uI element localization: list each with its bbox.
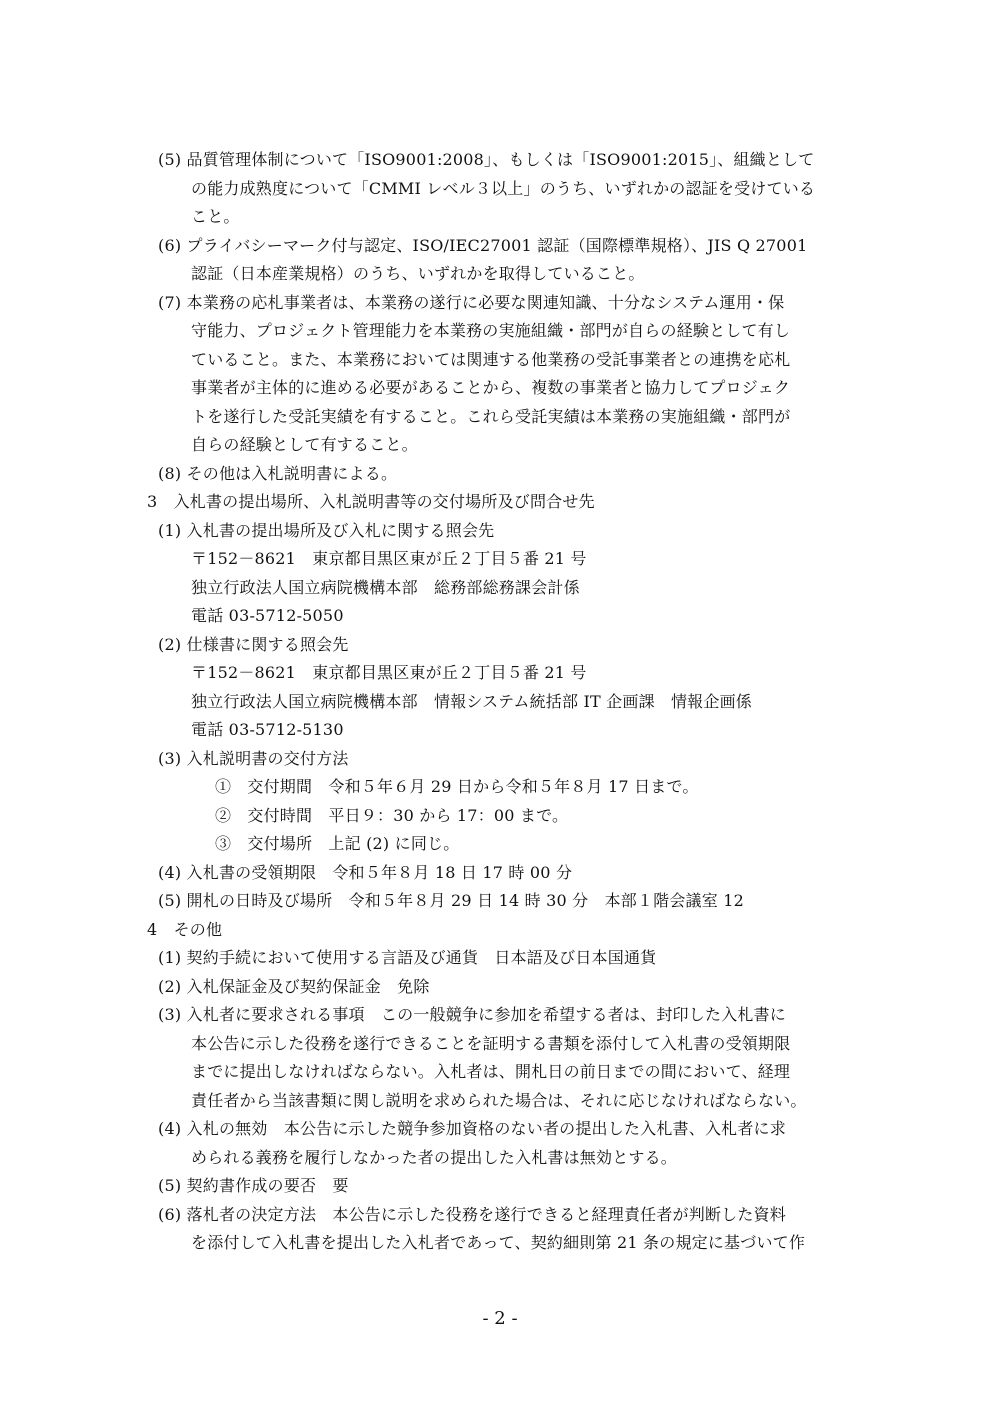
text-line: (4) 入札書の受領期限 令和５年８月 18 日 17 時 00 分 (158, 863, 573, 882)
text-line: の能力成熟度について「CMMI レベル３以上」のうち、いずれかの認証を受けている (191, 179, 816, 198)
text-line: (5) 契約書作成の要否 要 (158, 1176, 349, 1195)
text-line: (6) プライバシーマーク付与認定、ISO/IEC27001 認証（国際標準規格）、JIS Q 27001 (158, 236, 808, 255)
text-line: 事業者が主体的に進める必要があることから、複数の事業者と協力してプロジェク (191, 378, 791, 397)
text-line: (7) 本業務の応札事業者は、本業務の遂行に必要な関連知識、十分なシステム運用・保 (158, 293, 785, 312)
text-line: (6) 落札者の決定方法 本公告に示した役務を遂行できると経理責任者が判断した資料 (158, 1205, 786, 1224)
text-line: ② 交付時間 平日９：30 から 17：00 まで。 (215, 806, 569, 825)
text-line: (1) 入札書の提出場所及び入札に関する照会先 (158, 521, 495, 540)
text-line: ③ 交付場所 上記 (2) に同じ。 (215, 834, 460, 853)
text-line: (5) 開札の日時及び場所 令和５年８月 29 日 14 時 30 分 本部１階会議室 12 (158, 891, 744, 910)
text-line: (4) 入札の無効 本公告に示した競争参加資格のない者の提出した入札書、入札者に求 (158, 1119, 786, 1138)
text-line: められる義務を履行しなかった者の提出した入札書は無効とする。 (191, 1148, 678, 1167)
text-line: 自らの経験として有すること。 (191, 435, 418, 454)
text-line: 電話 03-5712-5130 (191, 720, 344, 739)
section-heading: 4 その他 (147, 920, 223, 939)
text-line: ていること。また、本業務においては関連する他業務の受託事業者との連携を応札 (191, 350, 791, 369)
text-line: (1) 契約手続において使用する言語及び通貨 日本語及び日本国通貨 (158, 948, 657, 967)
text-line: までに提出しなければならない。入札者は、開札日の前日までの間において、経理 (191, 1062, 791, 1081)
text-line: 独立行政法人国立病院機構本部 情報システム統括部 IT 企画課 情報企画係 (191, 692, 752, 711)
text-line: 〒152－8621 東京都目黒区東が丘２丁目５番 21 号 (191, 663, 587, 682)
text-line: こと。 (191, 207, 240, 226)
text-line: 認証（日本産業規格）のうち、いずれかを取得していること。 (191, 264, 645, 283)
text-line: (2) 仕様書に関する照会先 (158, 635, 349, 654)
page-number: - 2 - (482, 1308, 518, 1329)
text-line: 独立行政法人国立病院機構本部 総務部総務課会計係 (191, 578, 580, 597)
text-line: を添付して入札書を提出した入札者であって、契約細則第 21 条の規定に基づいて作 (191, 1233, 806, 1252)
text-line: 責任者から当該書類に関し説明を求められた場合は、それに応じなければならない。 (191, 1091, 807, 1110)
text-line: ① 交付期間 令和５年６月 29 日から令和５年８月 17 日まで。 (215, 777, 699, 796)
text-line: (8) その他は入札説明書による。 (158, 464, 398, 483)
text-line: 電話 03-5712-5050 (191, 606, 344, 625)
text-line: トを遂行した受託実績を有すること。これら受託実績は本業務の実施組織・部門が (191, 407, 791, 426)
text-line: 本公告に示した役務を遂行できることを証明する書類を添付して入札書の受領期限 (191, 1034, 791, 1053)
text-line: (5) 品質管理体制について「ISO9001:2008」、もしくは「ISO9001:2015」、組織として (158, 150, 815, 169)
text-line: (3) 入札説明書の交付方法 (158, 749, 349, 768)
text-line: 〒152－8621 東京都目黒区東が丘２丁目５番 21 号 (191, 549, 587, 568)
text-line: 守能力、プロジェクト管理能力を本業務の実施組織・部門が自らの経験として有し (191, 321, 791, 340)
section-heading: 3 入札書の提出場所、入札説明書等の交付場所及び問合せ先 (147, 492, 595, 511)
text-line: (2) 入札保証金及び契約保証金 免除 (158, 977, 430, 996)
text-line: (3) 入札者に要求される事項 この一般競争に参加を希望する者は、封印した入札書に (158, 1005, 786, 1024)
